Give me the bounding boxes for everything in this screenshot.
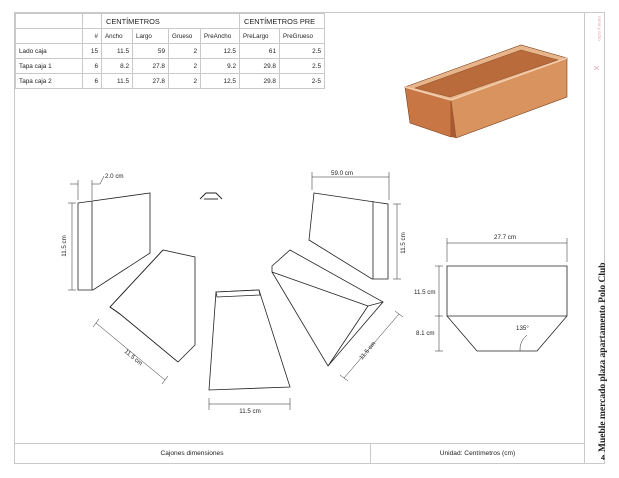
page-number: 4 <box>601 455 605 462</box>
table-cell: 11.5 <box>102 44 133 59</box>
dimension-label-diag-left: 11.5 cm <box>122 348 144 368</box>
table-cell: 61 <box>240 44 280 59</box>
group-header-centimetros: CENTÍMETROS <box>102 14 240 29</box>
column-header: Largo <box>133 29 169 44</box>
table-cell: 15 <box>83 44 102 59</box>
table-cell: 2.5 <box>280 44 325 59</box>
table-cell: 2 <box>169 74 201 89</box>
table-cell: 6 <box>83 74 102 89</box>
footer-caption: Cajones dimensiones <box>160 450 224 457</box>
column-header: PreGrueso <box>280 29 325 44</box>
footer-unit: Unidad: Centímetros (cm) <box>439 450 516 457</box>
table-cell: 29.8 <box>240 59 280 74</box>
table-cell: 29.8 <box>240 74 280 89</box>
dimension-label-height-left: 11.5 cm <box>61 235 68 257</box>
dimension-label-diag-right: 11.5 cm <box>358 340 378 362</box>
table-cell: 27.8 <box>133 74 169 89</box>
logo-text: roma y ocho <box>597 16 602 41</box>
table-cell: 2-5 <box>280 74 325 89</box>
dimension-label-end-lower: 8.1 cm <box>416 330 435 337</box>
box-3d-render <box>405 45 567 138</box>
row-name: Tapa caja 2 <box>16 74 83 89</box>
dimension-label-thickness: 2.0 cm <box>105 173 124 180</box>
table-cell: 2.5 <box>280 59 325 74</box>
table-cell: 2 <box>169 44 201 59</box>
table-cell: 6 <box>83 59 102 74</box>
column-header: Ancho <box>102 29 133 44</box>
table-cell: 12.5 <box>201 74 240 89</box>
dimension-label-angle: 135° <box>516 325 529 332</box>
table-cell: 12.5 <box>201 44 240 59</box>
group-header-centimetros-pre: CENTÍMETROS PRE <box>240 14 325 29</box>
panel-bottom <box>209 290 290 390</box>
row-name: Lado caja <box>16 44 83 59</box>
table-cell: 11.5 <box>102 74 133 89</box>
document-title: Mueble mercado plaza apartamento Polo Club <box>598 262 608 452</box>
table-cell: 8.2 <box>102 59 133 74</box>
dimension-label-length-top: 59.0 cm <box>331 170 354 177</box>
panel-side-right <box>309 193 388 279</box>
dimension-label-bottom: 11.5 cm <box>239 408 261 415</box>
table-cell: 27.8 <box>133 59 169 74</box>
column-header: # <box>83 29 102 44</box>
section-symbol <box>200 193 222 199</box>
column-header: PreAncho <box>201 29 240 44</box>
end-profile <box>447 266 567 351</box>
dimension-thickness <box>70 176 104 200</box>
dimension-label-end-upper: 11.5 cm <box>414 289 436 296</box>
dimension-end-heights <box>435 266 443 351</box>
row-name: Tapa caja 1 <box>16 59 83 74</box>
table-cell: 2 <box>169 59 201 74</box>
column-header: Grueso <box>169 29 201 44</box>
footer-bar <box>14 443 585 464</box>
dimension-width-end <box>447 238 567 262</box>
dimension-label-height-right: 11.5 cm <box>400 232 407 254</box>
dimension-height-left <box>68 203 76 290</box>
table-cell: 59 <box>133 44 169 59</box>
brand-logo <box>591 14 602 76</box>
dimension-label-width-end: 27.7 cm <box>494 234 517 241</box>
column-header: PreLargo <box>240 29 280 44</box>
table-cell: 9.2 <box>201 59 240 74</box>
